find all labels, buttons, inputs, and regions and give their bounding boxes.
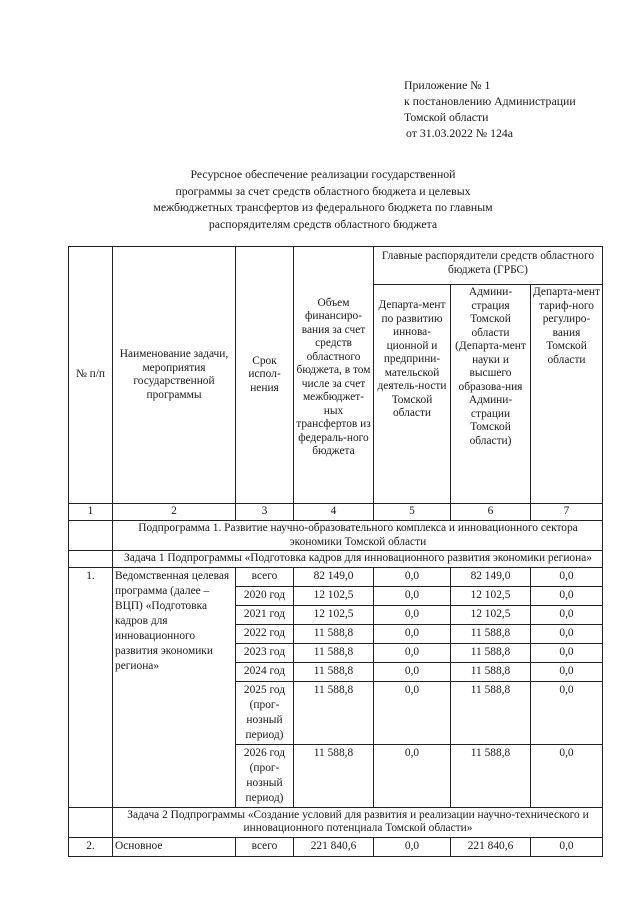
row-term: всего: [236, 567, 294, 586]
row-dept-innovation: 0,0: [374, 744, 451, 807]
row-term: 2022 год: [236, 624, 294, 643]
row-term: 2025 год (прог-нозный период): [236, 681, 294, 744]
task-title: Задача 1 Подпрограммы «Подготовка кадров для инновационного развития экономики региона»: [113, 551, 603, 568]
row-dept-administration: 11 588,8: [451, 744, 531, 807]
row-term: 2021 год: [236, 605, 294, 624]
header-grbs: Главные распорядители средств областного бюджета (ГРБС): [374, 247, 603, 285]
row-total: 11 588,8: [294, 744, 374, 807]
spacer-cell: [69, 807, 113, 837]
row-term: 2020 год: [236, 586, 294, 605]
column-number: 1: [69, 504, 113, 521]
title-line: межбюджетных трансфертов из федерального бюджета по главным: [153, 200, 493, 214]
title-line: программы за счет средств областного бюджета и целевых: [175, 183, 471, 198]
row-dept-innovation: 0,0: [374, 586, 451, 605]
spacer-cell: [69, 521, 113, 551]
header-num: № п/п: [69, 247, 113, 504]
row-dept-tariff: 0,0: [531, 744, 603, 807]
row-dept-tariff: 0,0: [531, 605, 603, 624]
row-dept-tariff: 0,0: [531, 624, 603, 643]
row-dept-innovation: 0,0: [374, 624, 451, 643]
row-num: 1.: [69, 567, 113, 807]
title-line: Ресурсное обеспечение реализации государственной: [190, 167, 456, 181]
row-dept-administration: 11 588,8: [451, 643, 531, 662]
row-total: 82 149,0: [294, 567, 374, 586]
header-dept-administration: Админи-страция Томской области (Департа-мент науки и высшего образова-ния Админи-страции Томской области): [451, 285, 531, 504]
row-dept-tariff: 0,0: [531, 586, 603, 605]
row-dept-tariff: 0,0: [531, 567, 603, 586]
column-number: 3: [236, 504, 294, 521]
row-dept-tariff: 0,0: [531, 662, 603, 681]
header-dept-innovation: Департа-мент по развитию иннова-ционной и предприни-мательской деятель-ности Томской области: [374, 285, 451, 504]
row-dept-innovation: 0,0: [374, 837, 451, 856]
row-total: 12 102,5: [294, 605, 374, 624]
row-dept-administration: 12 102,5: [451, 605, 531, 624]
document-title: [130, 166, 516, 232]
row-term: всего: [236, 837, 294, 856]
row-dept-tariff: 0,0: [531, 643, 603, 662]
column-number: 6: [451, 504, 531, 521]
row-total: 11 588,8: [294, 643, 374, 662]
row-num: 2.: [69, 837, 113, 856]
row-dept-innovation: 0,0: [374, 662, 451, 681]
row-total: 12 102,5: [294, 586, 374, 605]
row-dept-innovation: 0,0: [374, 643, 451, 662]
subprogram-title: Подпрограмма 1. Развитие научно-образовательного комплекса и инновационного сектора экономики Томской области: [113, 521, 603, 551]
row-name: Основное: [113, 837, 236, 856]
row-dept-tariff: 0,0: [531, 681, 603, 744]
header-volume: Объем финансиро-вания за счет средств областного бюджета, в том числе за счет межбюджет-ных трансфертов из федераль-ного бюджета: [294, 247, 374, 504]
appendix-line: от 31.03.2022 № 124а: [406, 126, 514, 140]
row-term: 2024 год: [236, 662, 294, 681]
row-total: 221 840,6: [294, 837, 374, 856]
header-term: Срок испол-нения: [236, 247, 294, 504]
resource-table: [68, 246, 603, 857]
row-total: 11 588,8: [294, 681, 374, 744]
title-line: распорядителям средств областного бюджета: [208, 216, 438, 231]
header-dept-tariff: Департа-мент тариф-ного регулиро-вания Томской области: [531, 285, 603, 504]
column-number: 7: [531, 504, 603, 521]
row-dept-administration: 221 840,6: [451, 837, 531, 856]
row-dept-administration: 82 149,0: [451, 567, 531, 586]
appendix-line: к постановлению Администрации: [404, 94, 576, 108]
row-term: 2023 год: [236, 643, 294, 662]
row-dept-tariff: 0,0: [531, 837, 603, 856]
appendix-line: Приложение № 1: [404, 78, 491, 92]
appendix-block: [404, 77, 629, 141]
header-name: Наименование задачи, мероприятия государственной программы: [113, 247, 236, 504]
appendix-line: Томской области: [404, 110, 489, 124]
row-name: Ведомственная целевая программа (далее – ВЦП) «Подготовка кадров для инновационного развития экономики региона»: [113, 567, 236, 807]
row-dept-administration: 11 588,8: [451, 662, 531, 681]
row-dept-innovation: 0,0: [374, 681, 451, 744]
row-total: 11 588,8: [294, 662, 374, 681]
task-title: Задача 2 Подпрограммы «Создание условий для развития и реализации научно-технического и инновационного потенциала Томской области»: [113, 807, 603, 837]
row-dept-administration: 11 588,8: [451, 681, 531, 744]
row-dept-innovation: 0,0: [374, 567, 451, 586]
column-number: 5: [374, 504, 451, 521]
column-number: 2: [113, 504, 236, 521]
row-dept-administration: 12 102,5: [451, 586, 531, 605]
table-row: [69, 567, 603, 586]
row-term: 2026 год (прог-нозный период): [236, 744, 294, 807]
column-number: 4: [294, 504, 374, 521]
row-total: 11 588,8: [294, 624, 374, 643]
row-dept-administration: 11 588,8: [451, 624, 531, 643]
row-dept-innovation: 0,0: [374, 605, 451, 624]
spacer-cell: [69, 551, 113, 568]
